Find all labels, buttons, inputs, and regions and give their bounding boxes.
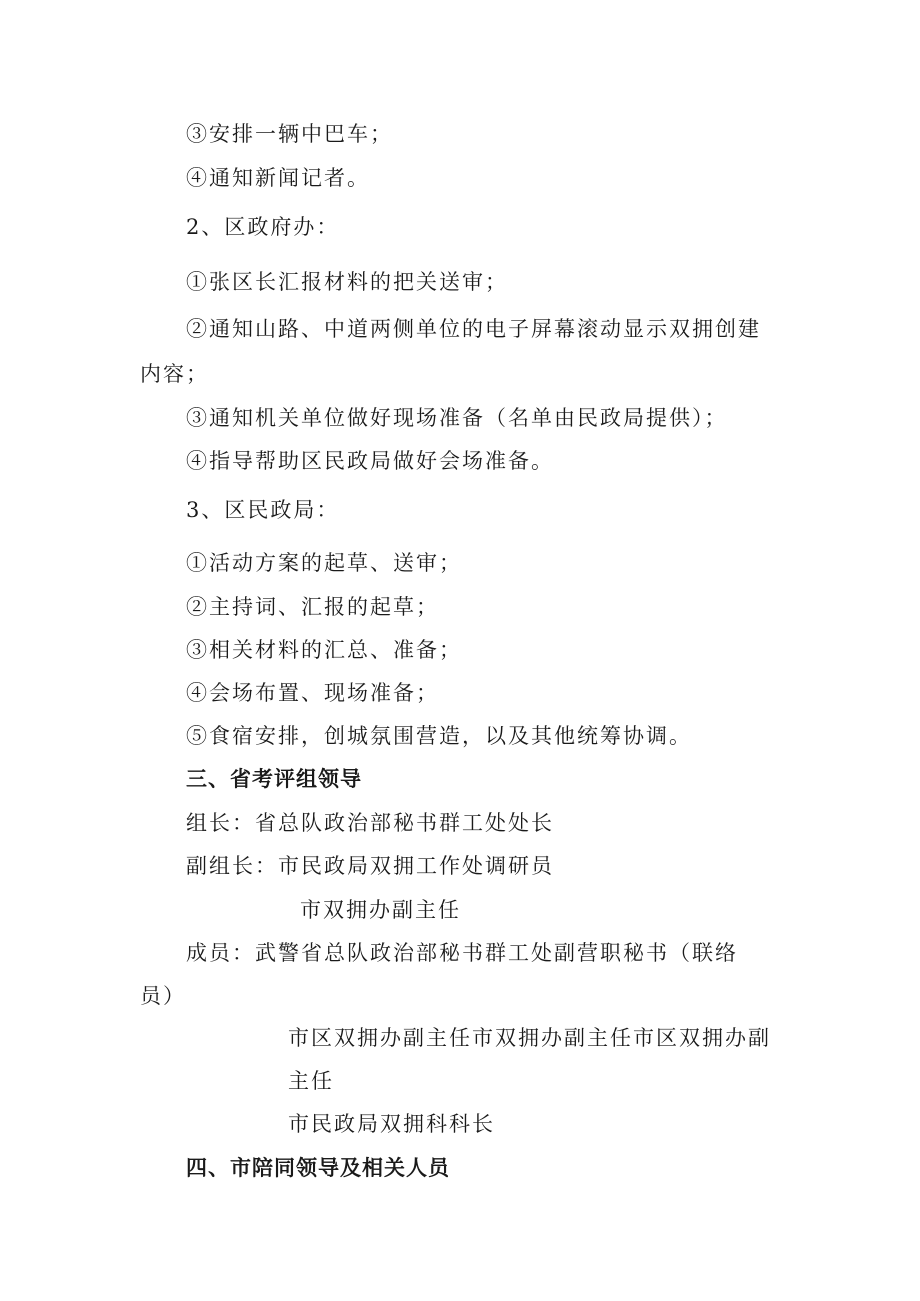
section-heading: 三、省考评组领导 [186, 767, 362, 791]
text-line: 成员：武警省总队政治部秘书群工处副营职秘书（联络 [186, 941, 738, 965]
text-line: ③通知机关单位做好现场准备（名单由民政局提供）； [186, 406, 728, 430]
section-subheading: 2、区政府办： [186, 215, 340, 239]
text-line: ②主持词、汇报的起草； [186, 595, 439, 619]
text-line: ④通知新闻记者。 [186, 166, 370, 190]
text-line: ③安排一辆中巴车； [186, 122, 393, 146]
text-line: 员） [140, 984, 186, 1008]
text-line: ①张区长汇报材料的把关送审； [186, 270, 508, 294]
text-line: ④会场布置、现场准备； [186, 681, 439, 705]
text-line: 主任 [288, 1069, 334, 1093]
text-line: ⑤食宿安排，创城氛围营造，以及其他统筹协调。 [186, 724, 692, 748]
text-line: 市民政局双拥科科长 [288, 1112, 495, 1136]
text-line: 组长：省总队政治部秘书群工处处长 [186, 811, 554, 835]
text-line: 内容； [140, 362, 209, 386]
section-subheading: 3、区民政局： [186, 498, 340, 522]
text-line: 市双拥办副主任 [300, 898, 461, 922]
text-line: 副组长：市民政局双拥工作处调研员 [186, 854, 554, 878]
text-line: ②通知山路、中道两侧单位的电子屏幕滚动显示双拥创建 [186, 317, 761, 341]
text-line: 市区双拥办副主任市双拥办副主任市区双拥办副 [288, 1026, 771, 1050]
section-heading: 四、市陪同领导及相关人员 [186, 1156, 450, 1180]
text-line: ①活动方案的起草、送审； [186, 551, 462, 575]
text-line: ③相关材料的汇总、准备； [186, 638, 462, 662]
text-line: ④指导帮助区民政局做好会场准备。 [186, 449, 554, 473]
